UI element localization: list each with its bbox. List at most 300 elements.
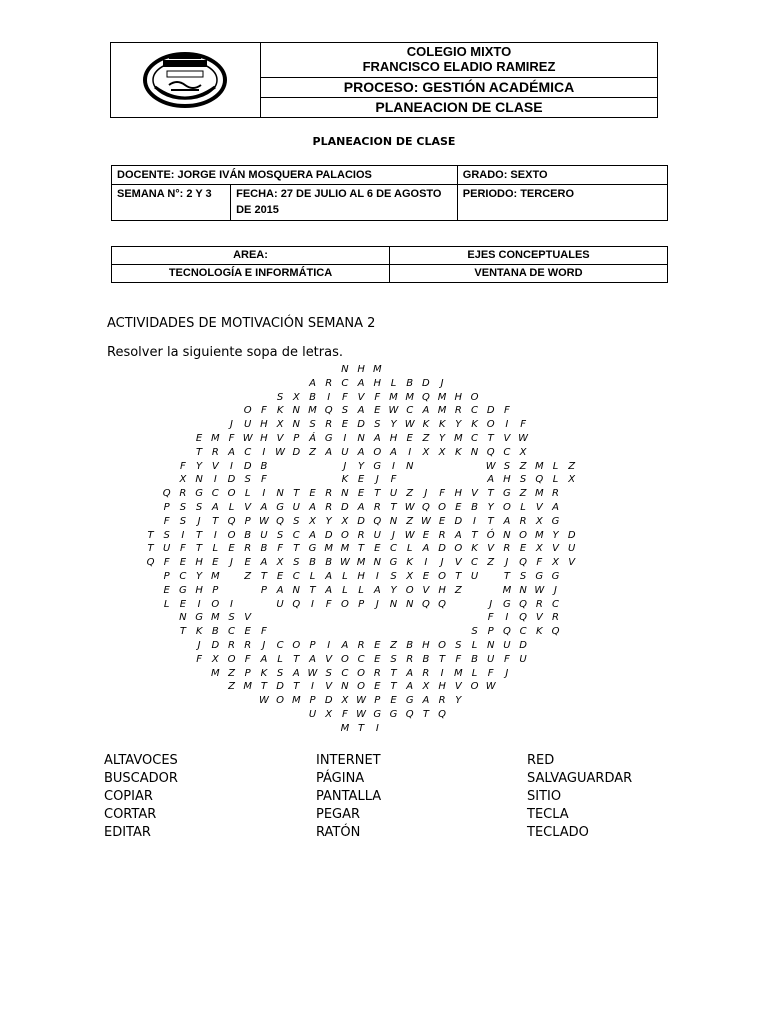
word-search-letter[interactable]: Z — [422, 433, 430, 444]
word-search-letter[interactable]: H — [357, 364, 365, 375]
word-search-letter[interactable]: W — [356, 695, 367, 707]
word-search-letter[interactable]: F — [342, 391, 348, 403]
word-search-letter[interactable]: F — [504, 405, 510, 417]
word-search-letter[interactable]: P — [244, 667, 251, 679]
word-search-letter[interactable]: R — [325, 488, 333, 500]
word-search-letter[interactable]: K — [406, 557, 413, 569]
word-search-letter[interactable]: Q — [405, 709, 414, 720]
word-search-letter[interactable]: T — [503, 571, 510, 582]
word-search-letter[interactable]: U — [276, 598, 284, 610]
word-search-letter[interactable]: O — [454, 543, 463, 555]
word-search-letter[interactable]: E — [195, 433, 203, 444]
word-search-letter[interactable]: E — [228, 543, 235, 555]
word-search-letter[interactable]: D — [422, 377, 430, 389]
word-search-letter[interactable]: R — [244, 543, 252, 555]
word-search-letter[interactable]: D — [243, 460, 252, 472]
word-search-letter[interactable]: P — [309, 695, 316, 707]
word-search-letter[interactable]: M — [340, 722, 350, 734]
word-search-letter[interactable]: U — [389, 488, 398, 500]
word-search-letter[interactable]: M — [405, 391, 414, 403]
word-search-letter[interactable]: O — [340, 529, 349, 541]
word-search-letter[interactable]: F — [277, 543, 283, 555]
word-search-letter[interactable]: H — [195, 557, 203, 569]
word-search-letter[interactable]: R — [357, 640, 365, 651]
word-search-letter[interactable]: D — [438, 543, 446, 555]
word-search-letter[interactable]: L — [342, 584, 348, 596]
word-search-letter[interactable]: O — [357, 667, 366, 679]
word-search-letter[interactable]: A — [309, 502, 316, 513]
word-search-letter[interactable]: O — [519, 529, 528, 541]
word-search-letter[interactable]: P — [358, 598, 365, 610]
word-search-letter[interactable]: U — [503, 640, 511, 651]
word-search-letter[interactable]: R — [406, 653, 414, 665]
word-search-letter[interactable]: A — [325, 571, 333, 582]
word-search-letter[interactable]: M — [534, 488, 544, 500]
word-search-letter[interactable]: T — [471, 529, 478, 541]
word-search-letter[interactable]: T — [487, 515, 494, 527]
word-search-letter[interactable]: O — [292, 640, 301, 651]
word-search-letter[interactable]: Q — [276, 515, 285, 527]
word-search-letter[interactable]: Q — [486, 446, 495, 458]
word-search-letter[interactable]: K — [536, 626, 543, 638]
word-search-letter[interactable]: J — [440, 557, 444, 569]
word-search-letter[interactable]: M — [356, 557, 366, 569]
word-search-letter[interactable]: X — [325, 709, 333, 720]
word-search-letter[interactable]: R — [179, 488, 187, 500]
word-search-letter[interactable]: R — [373, 667, 381, 679]
word-search-letter[interactable]: C — [244, 446, 252, 458]
word-search-letter[interactable]: G — [195, 488, 203, 500]
word-search-letter[interactable]: W — [339, 557, 350, 569]
word-search-letter[interactable]: E — [179, 598, 187, 610]
word-search-letter[interactable]: S — [471, 626, 478, 638]
word-search-letter[interactable]: G — [324, 433, 333, 444]
word-search-letter[interactable]: O — [276, 695, 285, 707]
word-search-letter[interactable]: S — [179, 502, 187, 513]
word-search-letter[interactable]: V — [325, 653, 333, 665]
word-search-letter[interactable]: B — [422, 653, 430, 665]
word-search-letter[interactable]: I — [440, 667, 444, 679]
word-search-letter[interactable]: S — [293, 515, 300, 527]
word-search-letter[interactable]: S — [228, 612, 235, 624]
word-search-letter[interactable]: G — [308, 543, 317, 555]
word-search-letter[interactable]: R — [228, 640, 235, 651]
word-search-letter[interactable]: L — [552, 474, 559, 486]
word-search-letter[interactable]: Q — [535, 474, 544, 486]
word-search-letter[interactable]: D — [211, 640, 220, 651]
word-search-letter[interactable]: F — [520, 419, 526, 431]
word-search-letter[interactable]: C — [471, 433, 478, 444]
word-search-letter[interactable]: Y — [196, 571, 203, 582]
word-search-letter[interactable]: B — [260, 460, 268, 472]
word-search-letter[interactable]: J — [197, 515, 201, 527]
word-search-letter[interactable]: N — [405, 460, 414, 472]
word-search-letter[interactable]: X — [341, 695, 349, 707]
word-search-letter[interactable]: W — [258, 695, 269, 707]
word-search-letter[interactable]: S — [163, 529, 170, 541]
word-search-letter[interactable]: N — [357, 433, 365, 444]
word-search-letter[interactable]: V — [454, 557, 462, 569]
word-search-letter[interactable]: F — [455, 653, 462, 665]
word-search-letter[interactable]: I — [408, 446, 412, 458]
word-search-letter[interactable]: R — [519, 515, 527, 527]
word-search-letter[interactable]: A — [422, 543, 430, 555]
word-search-letter[interactable]: L — [471, 640, 478, 651]
word-search-letter[interactable]: V — [276, 433, 284, 444]
word-search-letter[interactable]: G — [179, 584, 187, 596]
word-search-letter[interactable]: J — [230, 557, 233, 569]
word-search-letter[interactable]: M — [324, 543, 333, 555]
word-search-letter[interactable]: H — [260, 419, 268, 431]
word-search-letter[interactable]: R — [325, 502, 333, 513]
word-search-letter[interactable]: P — [487, 626, 494, 638]
word-search-letter[interactable]: S — [309, 419, 316, 431]
word-search-letter[interactable]: D — [357, 419, 365, 431]
word-search-letter[interactable]: W — [275, 446, 286, 458]
word-search-letter[interactable]: P — [212, 584, 219, 596]
word-search-letter[interactable]: X — [552, 557, 559, 569]
word-search-letter[interactable]: D — [519, 640, 527, 651]
word-search-letter[interactable]: M — [210, 433, 220, 444]
word-search-letter[interactable]: Q — [421, 391, 430, 403]
word-search-letter[interactable]: M — [210, 571, 220, 582]
word-search-letter[interactable]: Y — [487, 502, 494, 513]
word-search-letter[interactable]: T — [309, 584, 316, 596]
word-search-letter[interactable]: D — [341, 502, 349, 513]
word-search-letter[interactable]: M — [437, 405, 447, 417]
word-search-letter[interactable]: S — [390, 571, 397, 582]
word-search-letter[interactable]: G — [551, 515, 560, 527]
word-search-letter[interactable]: V — [487, 543, 495, 555]
word-search-letter[interactable]: Q — [292, 598, 301, 610]
word-search-letter[interactable]: A — [454, 529, 462, 541]
word-search-letter[interactable]: S — [244, 474, 251, 486]
word-search-letter[interactable]: J — [505, 557, 509, 569]
word-search-letter[interactable]: B — [211, 626, 219, 638]
word-search-letter[interactable]: R — [422, 667, 430, 679]
word-search-letter[interactable]: G — [389, 557, 398, 569]
word-search-letter[interactable]: O — [227, 488, 236, 500]
word-search-letter[interactable]: F — [261, 626, 267, 638]
word-search-letter[interactable]: O — [340, 598, 349, 610]
word-search-letter[interactable]: S — [276, 667, 284, 679]
word-search-letter[interactable]: E — [422, 571, 430, 582]
word-search-letter[interactable]: F — [196, 653, 202, 665]
word-search-letter[interactable]: X — [292, 391, 300, 403]
word-search-letter[interactable]: E — [309, 488, 316, 500]
word-search-letter[interactable]: C — [228, 626, 235, 638]
word-search-letter[interactable]: U — [341, 446, 349, 458]
word-search-letter[interactable]: K — [438, 419, 446, 431]
word-search-letter[interactable]: T — [196, 543, 203, 555]
word-search-letter[interactable]: Z — [487, 557, 495, 569]
word-search-letter[interactable]: S — [179, 515, 187, 527]
word-search-letter[interactable]: N — [341, 364, 349, 375]
word-search-letter[interactable]: S — [503, 460, 511, 472]
word-search-letter[interactable]: W — [242, 433, 253, 444]
word-search-letter[interactable]: X — [535, 543, 543, 555]
word-search-letter[interactable]: M — [453, 667, 463, 679]
word-search-letter[interactable]: G — [195, 612, 203, 624]
word-search-letter[interactable]: I — [375, 722, 379, 734]
word-search-letter[interactable]: X — [406, 571, 414, 582]
word-search-letter[interactable]: E — [519, 543, 527, 555]
word-search-letter[interactable]: A — [309, 653, 316, 665]
word-search-letter[interactable]: I — [213, 529, 217, 541]
word-search-letter[interactable]: D — [486, 405, 495, 417]
word-search-letter[interactable]: N — [292, 405, 301, 417]
word-search-letter[interactable]: T — [487, 488, 494, 500]
word-search-letter[interactable]: I — [424, 557, 428, 569]
word-search-letter[interactable]: Q — [421, 598, 430, 610]
word-search-letter[interactable]: U — [292, 502, 300, 513]
word-search-letter[interactable]: A — [260, 557, 268, 569]
word-search-letter[interactable]: N — [470, 446, 479, 458]
word-search-letter[interactable]: E — [374, 640, 381, 651]
word-search-letter[interactable]: U — [244, 419, 252, 431]
word-search-letter[interactable]: S — [341, 405, 349, 417]
word-search-letter[interactable]: T — [147, 543, 154, 555]
word-search-letter[interactable]: G — [405, 695, 414, 707]
word-search-letter[interactable]: A — [373, 584, 381, 596]
word-search-letter[interactable]: V — [454, 681, 462, 693]
word-search-letter[interactable]: Q — [551, 626, 560, 638]
word-search-letter[interactable]: R — [552, 488, 559, 500]
word-search-letter[interactable]: E — [374, 543, 381, 555]
word-search-letter[interactable]: Q — [502, 626, 511, 638]
word-search-letter[interactable]: B — [325, 557, 333, 569]
word-search-letter[interactable]: C — [357, 653, 365, 665]
word-search-letter[interactable]: I — [262, 488, 266, 500]
word-search-letter[interactable]: T — [293, 543, 300, 555]
word-search-letter[interactable]: C — [406, 405, 414, 417]
word-search-letter[interactable]: H — [373, 377, 382, 389]
word-search-letter[interactable]: F — [374, 391, 381, 403]
word-search-letter[interactable]: F — [244, 653, 251, 665]
word-search-letter[interactable]: O — [227, 653, 236, 665]
word-search-letter[interactable]: I — [311, 598, 314, 610]
word-search-letter[interactable]: A — [487, 474, 495, 486]
word-search-letter[interactable]: N — [341, 488, 349, 500]
word-search-letter[interactable]: R — [535, 598, 543, 610]
word-search-letter[interactable]: A — [325, 584, 333, 596]
word-search-letter[interactable]: A — [276, 584, 284, 596]
word-search-letter[interactable]: A — [373, 433, 381, 444]
word-search-letter[interactable]: W — [404, 502, 415, 513]
word-search-letter[interactable]: V — [244, 502, 252, 513]
word-search-letter[interactable]: C — [292, 571, 300, 582]
word-search-letter[interactable]: M — [210, 667, 220, 679]
word-search-letter[interactable]: F — [342, 709, 348, 720]
word-search-letter[interactable]: R — [244, 640, 252, 651]
word-search-letter[interactable]: D — [276, 681, 284, 693]
word-search-letter[interactable]: R — [373, 502, 381, 513]
word-search-letter[interactable]: U — [260, 529, 268, 541]
word-search-letter[interactable]: C — [519, 626, 527, 638]
word-search-letter[interactable]: H — [422, 640, 430, 651]
word-search-letter[interactable]: K — [471, 419, 478, 431]
word-search-letter[interactable]: T — [260, 681, 267, 693]
word-search-letter[interactable]: R — [438, 695, 446, 707]
word-search-letter[interactable]: A — [406, 667, 414, 679]
word-search-letter[interactable]: C — [341, 667, 349, 679]
word-search-letter[interactable]: U — [373, 529, 381, 541]
word-search-letter[interactable]: H — [454, 488, 463, 500]
word-search-letter[interactable]: F — [228, 433, 235, 444]
word-search-letter[interactable]: I — [311, 681, 314, 693]
word-search-letter[interactable]: Q — [421, 502, 430, 513]
word-search-letter[interactable]: G — [276, 502, 284, 513]
word-search-letter[interactable]: I — [230, 598, 233, 610]
word-search-letter[interactable]: S — [293, 557, 300, 569]
word-search-letter[interactable]: T — [439, 653, 446, 665]
word-search-letter[interactable]: T — [179, 626, 186, 638]
word-search-letter[interactable]: J — [489, 598, 493, 610]
word-search-letter[interactable]: E — [357, 474, 365, 486]
word-search-letter[interactable]: W — [485, 681, 496, 693]
word-search-letter[interactable]: T — [358, 543, 365, 555]
word-search-letter[interactable]: S — [374, 419, 381, 431]
word-search-letter[interactable]: L — [358, 584, 364, 596]
word-search-letter[interactable]: G — [503, 598, 511, 610]
word-search-letter[interactable]: O — [340, 653, 349, 665]
word-search-letter[interactable]: S — [390, 653, 397, 665]
word-search-letter[interactable]: J — [375, 598, 379, 610]
word-search-letter[interactable]: R — [503, 543, 511, 555]
word-search-letter[interactable]: B — [244, 529, 252, 541]
word-search-letter[interactable]: G — [503, 488, 511, 500]
word-search-letter[interactable]: M — [308, 405, 317, 417]
word-search-letter[interactable]: V — [244, 612, 252, 624]
word-search-letter[interactable]: S — [195, 502, 203, 513]
word-search-letter[interactable]: M — [210, 612, 220, 624]
word-search-letter[interactable]: V — [552, 543, 559, 555]
word-search-letter[interactable]: S — [455, 640, 462, 651]
word-search-letter[interactable]: C — [211, 488, 219, 500]
word-search-letter[interactable]: A — [309, 529, 316, 541]
word-search-letter[interactable]: Z — [390, 640, 397, 651]
word-search-letter[interactable]: O — [211, 598, 220, 610]
word-search-letter[interactable]: H — [260, 433, 268, 444]
word-search-letter[interactable]: K — [422, 419, 430, 431]
word-search-letter[interactable]: X — [535, 515, 543, 527]
word-search-letter[interactable]: K — [471, 543, 478, 555]
word-search-letter[interactable]: L — [552, 460, 559, 472]
word-search-letter[interactable]: O — [470, 391, 479, 403]
word-search-letter[interactable]: Z — [309, 446, 316, 458]
word-search-letter[interactable]: A — [357, 377, 365, 389]
word-search-letter[interactable]: L — [390, 377, 397, 389]
word-search-letter[interactable]: W — [307, 667, 318, 679]
word-search-letter[interactable]: A — [211, 502, 219, 513]
word-search-letter[interactable]: D — [357, 515, 365, 527]
word-search-letter[interactable]: R — [454, 405, 462, 417]
word-search-letter[interactable]: X — [309, 515, 316, 527]
word-search-letter[interactable]: Q — [146, 557, 155, 569]
word-search-letter[interactable]: D — [567, 529, 576, 541]
word-search-letter[interactable]: H — [195, 584, 203, 596]
word-search-letter[interactable]: O — [470, 681, 479, 693]
word-search-letter[interactable]: M — [502, 584, 512, 596]
word-search-letter[interactable]: U — [519, 653, 527, 665]
word-search-letter[interactable]: W — [356, 709, 367, 720]
word-search-letter[interactable]: O — [243, 405, 252, 417]
word-search-letter[interactable]: Á — [309, 433, 316, 444]
word-search-letter[interactable]: F — [504, 653, 510, 665]
word-search-letter[interactable]: V — [535, 502, 543, 513]
word-search-letter[interactable]: D — [227, 474, 236, 486]
word-search-letter[interactable]: T — [390, 502, 397, 513]
word-search-letter[interactable]: E — [244, 557, 251, 569]
word-search-letter[interactable]: Q — [162, 488, 171, 500]
word-search-letter[interactable]: B — [471, 653, 478, 665]
word-search-letter[interactable]: J — [343, 460, 347, 472]
word-search-letter[interactable]: H — [438, 681, 446, 693]
word-search-letter[interactable]: T — [260, 571, 267, 582]
word-search-letter[interactable]: R — [325, 419, 333, 431]
word-search-letter[interactable]: H — [389, 433, 398, 444]
word-search-letter[interactable]: Q — [227, 515, 236, 527]
word-search-letter[interactable]: O — [438, 640, 447, 651]
word-search-letter[interactable]: A — [341, 640, 349, 651]
word-search-letter[interactable]: S — [325, 667, 332, 679]
word-search-letter[interactable]: Y — [455, 419, 462, 431]
word-search-letter[interactable]: W — [534, 584, 545, 596]
word-search-letter[interactable]: T — [455, 571, 462, 582]
word-search-letter[interactable]: X — [422, 681, 430, 693]
word-search-letter[interactable]: N — [503, 529, 511, 541]
word-search-letter[interactable]: Q — [519, 612, 528, 624]
word-search-letter[interactable]: E — [163, 584, 170, 596]
word-search-letter[interactable]: D — [324, 695, 333, 707]
word-search-letter[interactable]: N — [373, 557, 382, 569]
word-search-letter[interactable]: C — [471, 557, 478, 569]
word-search-letter[interactable]: I — [230, 460, 233, 472]
word-search-letter[interactable]: J — [440, 377, 444, 389]
word-search-letter[interactable]: J — [392, 529, 395, 541]
word-search-letter[interactable]: R — [552, 612, 559, 624]
word-search-letter[interactable]: V — [325, 681, 333, 693]
word-search-letter[interactable]: Y — [552, 529, 559, 541]
word-search-letter[interactable]: N — [179, 612, 187, 624]
word-search-letter[interactable]: E — [438, 515, 446, 527]
word-search-letter[interactable]: I — [505, 612, 509, 624]
word-search-letter[interactable]: C — [552, 598, 559, 610]
word-search-letter[interactable]: R — [325, 377, 333, 389]
word-search-letter[interactable]: T — [293, 653, 300, 665]
word-search-letter[interactable]: U — [487, 653, 495, 665]
word-search-letter[interactable]: L — [471, 667, 478, 679]
word-search-letter[interactable]: V — [471, 488, 478, 500]
word-search-letter[interactable]: H — [454, 391, 463, 403]
word-search-letter[interactable]: C — [503, 446, 511, 458]
word-search-letter[interactable]: A — [228, 446, 235, 458]
word-search-letter[interactable]: D — [292, 446, 301, 458]
word-search-letter[interactable]: Z — [519, 488, 527, 500]
word-search-letter[interactable]: O — [405, 584, 414, 596]
word-search-letter[interactable]: I — [392, 460, 395, 472]
word-search-letter[interactable]: G — [373, 709, 382, 720]
word-search-letter[interactable]: L — [309, 571, 316, 582]
word-search-letter[interactable]: T — [374, 488, 381, 500]
word-search-letter[interactable]: C — [276, 640, 284, 651]
word-search-letter[interactable]: A — [357, 405, 365, 417]
word-search-letter[interactable]: P — [260, 584, 267, 596]
word-search-letter[interactable]: N — [519, 584, 527, 596]
word-search-letter[interactable]: E — [406, 433, 413, 444]
word-search-letter[interactable]: X — [519, 446, 527, 458]
word-search-letter[interactable]: V — [568, 557, 576, 569]
